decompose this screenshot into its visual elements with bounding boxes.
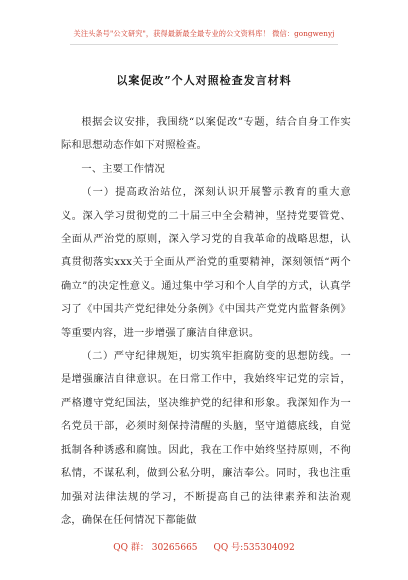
paragraph-political-stance: （一）提高政治站位，深刻认识开展警示教育的重大意义。深入学习贯彻党的二十届三中全会精神，坚持党要管党、全面从严治党的原则，深入学习党的自我革命的战略思想，认真贯彻落实xxx关于全面从严治党的重要精神，深刻领悟“两个确立”的决定性意义。通过集中学习和个人自学的方式，认真学习了《中国共产党纪律处分条例》《中国共产党党内监督条例》等重要内容，进一步增强了廉洁自律意识。 — [61, 187, 351, 339]
header-banner: 关注头条号"公文研究"，获得最新最全最专业的公文资料库！ 微信：gongwenyj — [73, 29, 335, 38]
document-title: 以案促改”个人对照检查发言材料 — [116, 74, 292, 87]
section-heading: 一、主要工作情况 — [81, 163, 165, 175]
intro-paragraph: 根据会议安排，我围绕“以案促改”专题，结合自身工作实际和思想动态作如下对照检查。 — [61, 117, 351, 152]
footer-qq-group: QQ 群： 30265665 — [113, 543, 198, 553]
footer-contact — [0, 540, 408, 553]
document-body — [61, 111, 351, 532]
header-divider — [70, 44, 338, 45]
footer-qq-number: QQ 号:535304092 — [213, 543, 295, 553]
paragraph-discipline: （二）严守纪律规矩，切实筑牢拒腐防变的思想防线。一是增强廉洁自律意识。在日常工作中，我始终牢记党的宗旨，严格遵守党纪国法，坚决维护党的纪律和形象。我深知作为一名党员干部，必须时刻保持清醒的头脑，坚守道德底线，自觉抵制各种诱惑和腐蚀。因此，我在工作中始终坚持原则，不徇私情，不谋私利，做到公私分明，廉洁奉公。同时，我也注重加强对法律法规的学习，不断提高自己的法律素养和法治观念，确保在任何情况下都能做 — [61, 351, 351, 526]
